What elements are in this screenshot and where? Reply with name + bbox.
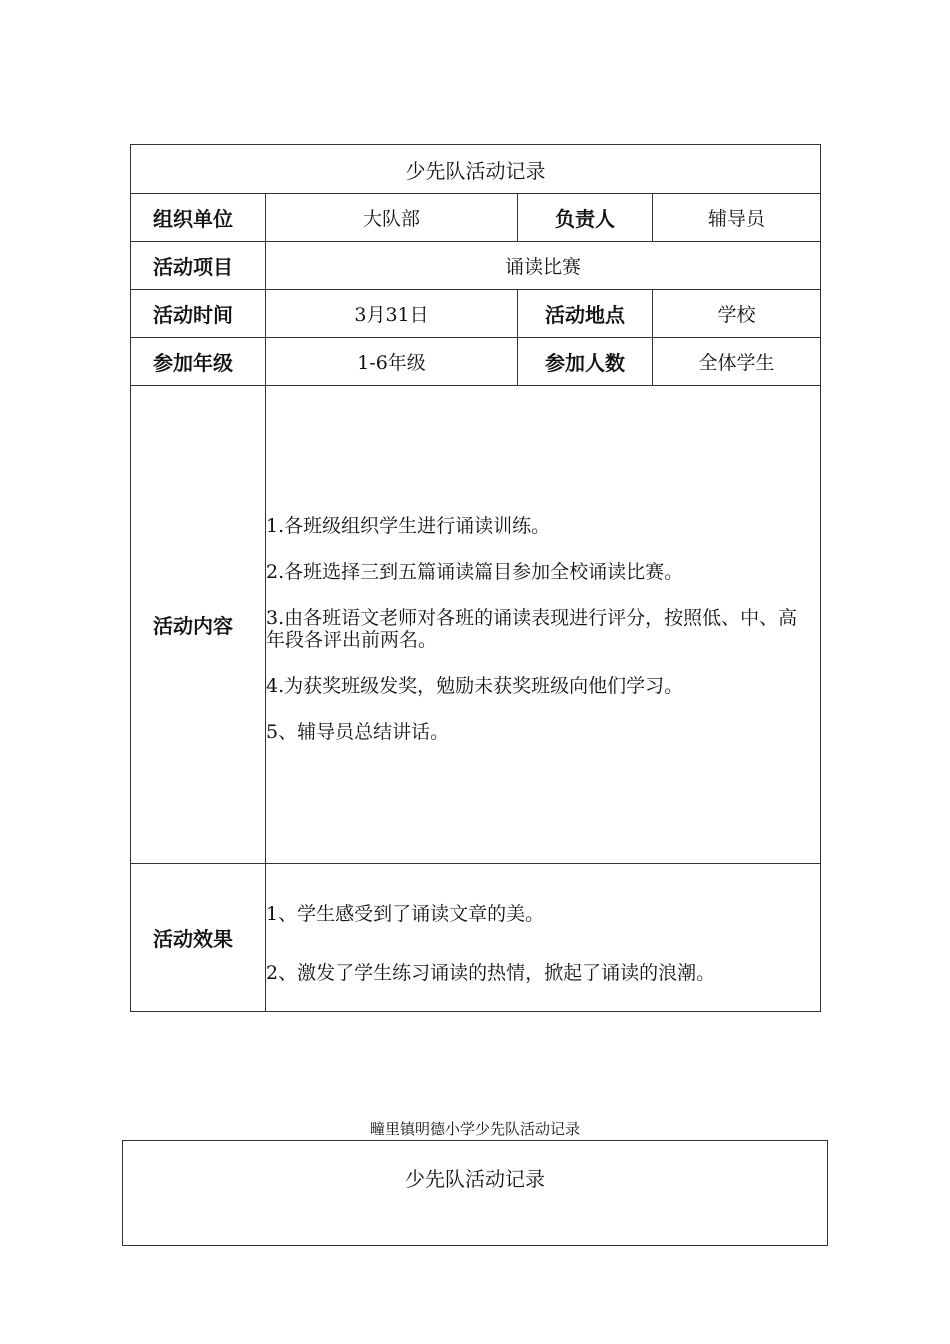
grade-label: 参加年级	[131, 338, 266, 386]
count-value: 全体学生	[653, 338, 821, 386]
second-record-title: 少先队活动记录	[123, 1141, 828, 1246]
second-record-table	[122, 1140, 828, 1246]
leader-value: 辅导员	[653, 194, 821, 242]
project-label: 活动项目	[131, 242, 266, 290]
time-label: 活动时间	[131, 290, 266, 338]
footer-caption: 疃里镇明德小学少先队活动记录	[369, 1120, 580, 1138]
time-value: 3月31日	[266, 290, 518, 338]
place-label: 活动地点	[518, 290, 653, 338]
content-list	[266, 507, 820, 743]
content-item: 2.各班选择三到五篇诵读篇目参加全校诵读比赛。	[266, 560, 684, 583]
effect-cell	[266, 864, 821, 1012]
grade-value: 1-6年级	[266, 338, 518, 386]
content-item: 1.各班级组织学生进行诵读训练。	[266, 514, 551, 537]
content-item: 4.为获奖班级发奖，勉励未获奖班级向他们学习。	[266, 674, 684, 697]
activity-record-table	[130, 144, 821, 1012]
content-label: 活动内容	[131, 386, 266, 864]
count-label: 参加人数	[518, 338, 653, 386]
effect-label: 活动效果	[131, 864, 266, 1012]
content-cell	[266, 386, 821, 864]
effect-item: 2、激发了学生练习诵读的热情，掀起了诵读的浪潮。	[266, 962, 716, 984]
place-value: 学校	[653, 290, 821, 338]
content-item: 3.由各班语文老师对各班的诵读表现进行评分，按照低、中、高年段各评出前两名。	[266, 606, 798, 651]
content-item: 5、辅导员总结讲话。	[266, 720, 450, 743]
effect-item: 1、学生感受到了诵读文章的美。	[266, 903, 545, 925]
record-title: 少先队活动记录	[131, 145, 821, 194]
project-value: 诵读比赛	[266, 242, 821, 290]
org-value: 大队部	[266, 194, 518, 242]
effect-list	[266, 891, 820, 984]
leader-label: 负责人	[518, 194, 653, 242]
org-label: 组织单位	[131, 194, 266, 242]
